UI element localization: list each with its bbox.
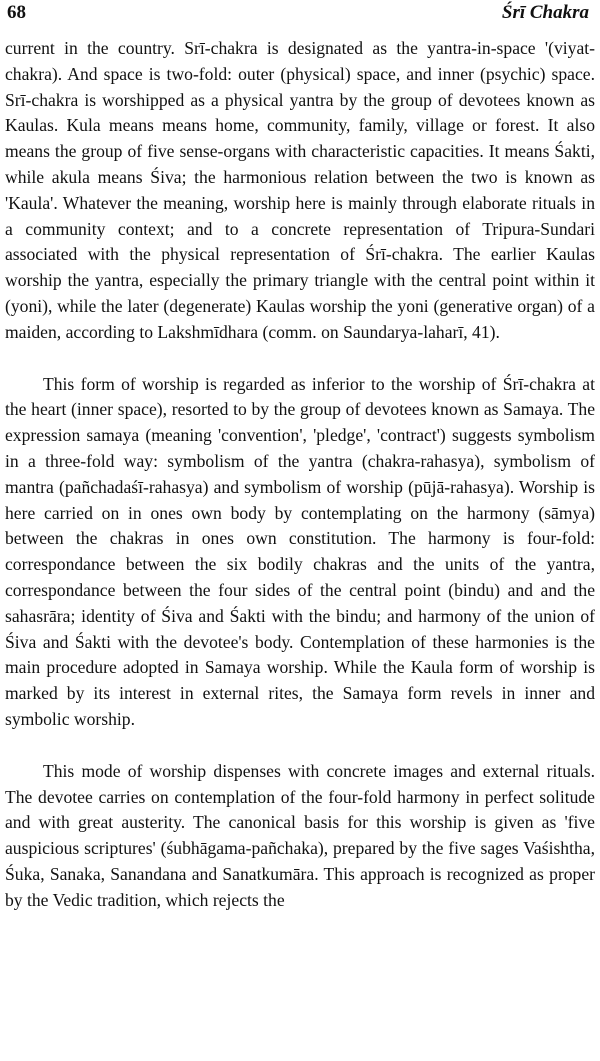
paragraph-2: This form of worship is regarded as inferior to the worship of Śrī-chakra at the heart (inner space), resorted to by the group of devotees known as Samaya. The expression samaya (meaning 'convention', 'pledge', 'contract') suggests symbolism in a three-fold way: symbolism of the yantra (chakra-rahasya), symbolism of mantra (pañchadaśī-rahasya) and symbolism of worship (pūjā-rahasya). Worship is here carried on in ones own body by contemplating on the harmony (sāmya) between the chakras in ones own constitution. The harmony is four-fold: correspondance between the six bodily chakras and the units of the yantra, correspondance between the four sides of the central point (bindu) and and the sahasrāra; identity of Śiva and Śakti with the bindu; and harmony of the union of Śiva and Śakti with the devotee's body. Contemplation of these harmonies is the main procedure adopted in Samaya worship. While the Kaula form of worship is marked by its interest in external rites, the Samaya form revels in inner and symbolic worship. — [5, 373, 595, 729]
paragraph-1: current in the country. Srī-chakra is designated as the yantra-in-space '(viyat-chakra). And space is two-fold: outer (physical) space, and inner (psychic) space. Srī-chakra is worshipped as a physical yantra by the group of devotees known as Kaulas. Kula means means home, community, family, village or forest. It also means the group of five sense-organs with characteristic capacities. It means Śakti, while akula means Śiva; the harmonious relation between the two is known as 'Kaula'. Whatever the meaning, worship here is mainly through elaborate rituals in a community context; and to a concrete representation of Tripura-Sundari associated with the physical representation of Śrī-chakra. The earlier Kaulas worship the yantra, especially the primary triangle with the central point within it (yoni), while the later (degenerate) Kaulas worship the yoni (generative organ) of a maiden, according to Lakshmīdhara (comm. on Saundarya-laharī, 41). — [5, 38, 595, 342]
running-title: Śrī Chakra — [501, 2, 589, 23]
page-number: 68 — [7, 2, 26, 23]
running-head — [5, 0, 595, 34]
paragraph-3: This mode of worship dispenses with concrete images and external rituals. The devotee carries on contemplation of the four-fold harmony in perfect solitude and with great austerity. The canonical basis for this worship is given as 'five auspicious scriptures' (śubhāgama-pañchaka), prepared by the five sages Vaśishtha, Śuka, Sanaka, Sanandana and Sanatkumāra. This approach is recognized as proper by the Vedic tradition, which rejects the — [5, 760, 595, 910]
